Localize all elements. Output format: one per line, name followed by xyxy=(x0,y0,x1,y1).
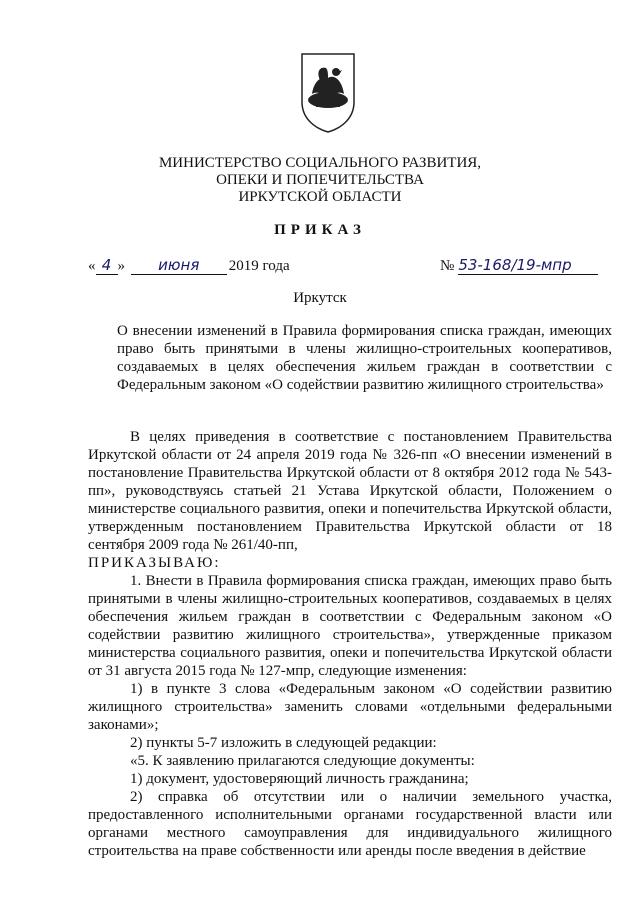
ministry-line-1: МИНИСТЕРСТВО СОЦИАЛЬНОГО РАЗВИТИЯ, xyxy=(158,155,482,171)
clause-paragraph: 2) справка об отсутствии или о наличии земельного участка, предоставленного исполнительными органами государственной власти или органами местного самоуправления для индивидуального жилищного строительства на праве собственности или аренды после введения в действие xyxy=(88,789,612,859)
ministry-name xyxy=(0,155,640,206)
date-month: июня xyxy=(131,256,227,275)
preamble-paragraph: В целях приведения в соответствие с постановлением Правительства Иркутской области от 24 апреля 2019 года № 326-пп «О внесении изменений в постановление Правительства Иркутской области от 8 октября 2012 года № 543-пп», руководствуясь статьей 21 Устава Иркутской области, Положением о министерстве социального развития, опеки и попечительства Иркутской области, утвержденным постановлением Правительства Иркутской области от 18 сентября 2009 года № 261/40-пп, xyxy=(88,429,612,553)
date-open-quote: « xyxy=(88,258,96,274)
clause-paragraph: 1) в пункте 3 слова «Федеральным законом «О содействии развитию жилищного строительства» заменить словами «отдельными федеральными законами»; xyxy=(88,681,612,733)
order-number xyxy=(440,256,598,275)
city-name: Иркутск xyxy=(293,290,347,306)
document-body xyxy=(88,428,612,860)
date-year: 2019 года xyxy=(228,258,290,274)
order-date xyxy=(88,256,290,275)
clause-paragraph: «5. К заявлению прилагаются следующие документы: xyxy=(130,753,475,769)
document-type-title: ПРИКАЗ xyxy=(274,222,366,238)
number-sign: № xyxy=(440,258,455,274)
clause-paragraph: 2) пункты 5-7 изложить в следующей редакции: xyxy=(130,735,437,751)
order-keyword: ПРИКАЗЫВАЮ: xyxy=(88,555,221,571)
date-day: 4 xyxy=(96,256,118,275)
order-subject: О внесении изменений в Правила формирования списка граждан, имеющих право быть принятыми в члены жилищно-строительных кооперативов, создаваемых в целях обеспечения жильем граждан в соответствии с Федеральным законом «О содействии развитию жилищного строительства» xyxy=(117,323,612,393)
clause-paragraph: 1) документ, удостоверяющий личность гражданина; xyxy=(130,771,469,787)
order-number-value: 53-168/19-мпр xyxy=(458,256,598,275)
date-close-quote: » xyxy=(117,258,125,274)
clause-paragraph: 1. Внести в Правила формирования списка граждан, имеющих право быть принятыми в члены жилищно-строительных кооперативов, создаваемых в целях обеспечения жильем граждан в соответствии с Федеральным законом «О содействии развитию жилищного строительства», утвержденные приказом министерства социального развития, опеки и попечительства Иркутской области от 31 августа 2015 года № 127-мпр, следующие изменения: xyxy=(88,573,612,679)
ministry-line-2: ОПЕКИ И ПОПЕЧИТЕЛЬСТВА xyxy=(216,172,424,188)
ministry-line-3: ИРКУТСКОЙ ОБЛАСТИ xyxy=(238,189,402,205)
coat-of-arms-emblem xyxy=(298,50,358,134)
